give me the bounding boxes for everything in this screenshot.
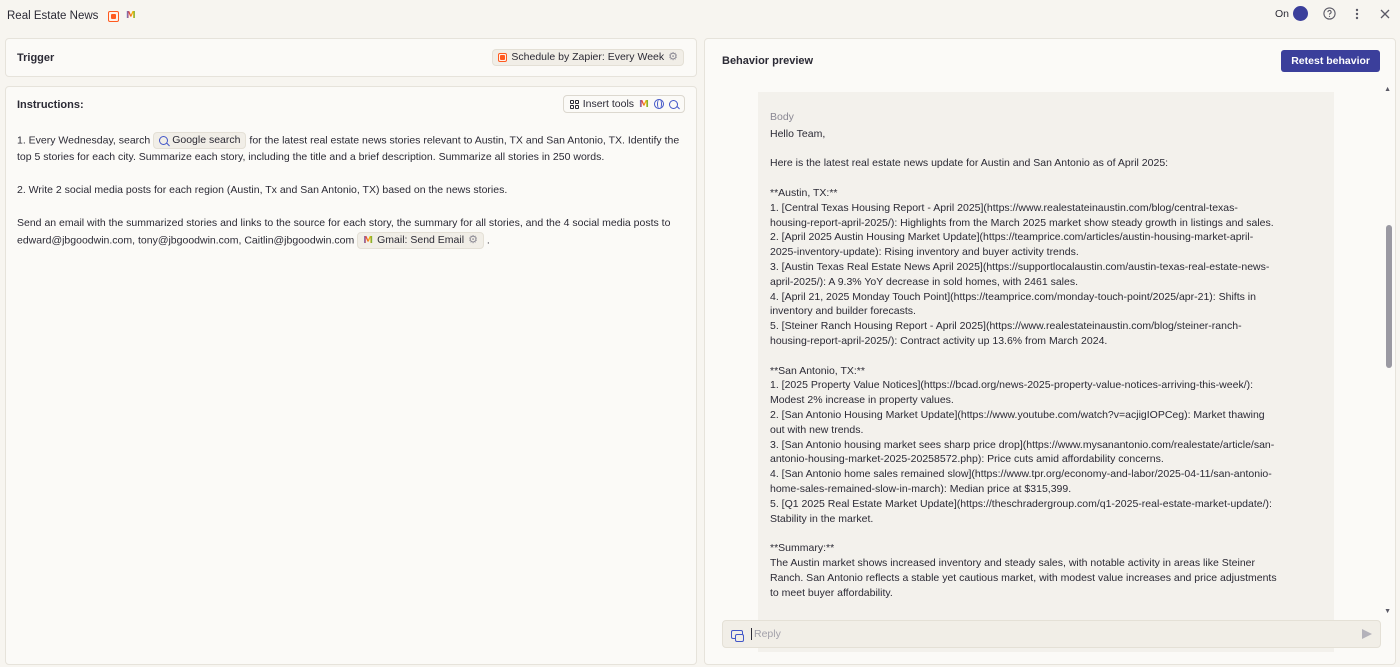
trigger-title: Trigger [17,52,55,64]
email-line [770,526,1322,541]
gmail-send-email-label: Gmail: Send Email [377,234,465,247]
search-icon[interactable] [669,100,678,109]
close-icon[interactable] [1378,7,1392,21]
email-line: 4. [San Antonio home sales remained slow](https://www.tpr.org/economy-and-labor/2025-04-11/san-antonio- [770,468,1272,481]
insert-tools-button[interactable] [570,98,634,110]
trigger-panel [5,38,697,77]
email-line: to meet buyer affordability. [770,586,893,599]
instructions-title: Instructions: [17,99,84,111]
reply-bar [722,620,1381,648]
reply-input[interactable] [751,628,1362,640]
globe-icon[interactable] [654,99,664,109]
email-line: Here is the latest real estate news update for Austin and San Antonio as of April 2025: [770,157,1169,170]
gmail-icon: M [125,10,136,21]
google-search-tool-chip[interactable] [153,132,246,149]
retest-behavior-button[interactable]: Retest behavior [1281,50,1380,72]
instructions-editor[interactable] [17,132,687,266]
top-actions [1275,6,1392,21]
email-line: **Austin, TX:** [770,186,838,199]
email-line: Stability in the market. [770,512,874,525]
zapier-icon [108,11,119,22]
gmail-send-email-chip[interactable] [357,232,484,249]
body-field-label: Body [770,111,794,123]
email-line: **Summary:** [770,542,835,555]
email-line: antonio-housing-market-2025-20258572.php): Price cuts amid affordability concerns. [770,453,1164,466]
email-line: Hello Team, [770,127,826,140]
send-icon[interactable] [1362,629,1372,639]
chat-icon [731,630,743,639]
gear-icon[interactable]: ⚙ [668,51,678,63]
step-1-text-before: 1. Every Wednesday, search [17,134,151,147]
email-line: 1. [2025 Property Value Notices](https://bcad.org/news-2025-property-value-notices-arriving-this-week/): [770,379,1254,392]
gear-icon[interactable]: ⚙ [468,234,478,247]
schedule-chip-label: Schedule by Zapier: Every Week [511,51,665,63]
instruction-step-1 [17,132,687,166]
on-off-toggle[interactable] [1275,6,1308,21]
email-line: april-2025/): A 9.3% YoY decrease in sold homes, with 2461 sales. [770,275,1079,288]
behavior-preview-panel [704,38,1396,665]
email-line [770,349,1322,364]
instructions-panel [5,86,697,665]
zapier-icon [498,53,507,62]
email-line [770,171,1322,186]
email-body-content [758,92,1334,618]
email-line: out with new trends. [770,423,864,436]
step-3-text-after: . [486,234,490,247]
gmail-tool-icon[interactable]: M [639,99,649,110]
help-circle-icon[interactable] [1322,7,1336,21]
more-vertical-icon[interactable] [1350,7,1364,21]
email-line: inventory and builder forecasts. [770,305,916,318]
email-line: 5. [Steiner Ranch Housing Report - April 2025](https://www.realestateinaustin.com/blog/steiner-ranch- [770,320,1242,333]
email-line: **San Antonio, TX:** [770,364,865,377]
email-line: 2. [April 2025 Austin Housing Market Update](https://teamprice.com/articles/austin-housing-market-april- [770,231,1254,244]
schedule-trigger-chip[interactable] [492,49,684,66]
insert-tools-label: Insert tools [582,98,635,110]
top-bar [0,0,1400,32]
email-line: 4. [April 21, 2025 Monday Touch Point](https://teamprice.com/monday-touch-point/2025/apr-21): Shifts in [770,290,1256,303]
insert-tools-bar [563,95,685,113]
email-preview[interactable] [758,92,1334,652]
email-line: 1. [Central Texas Housing Report - April 2025](https://www.realestateinaustin.com/blog/central-texas- [770,201,1238,214]
gmail-icon: M [363,234,374,246]
grid-icon [570,100,579,109]
app-title: Real Estate News [7,10,99,22]
email-line [770,142,1322,157]
email-line: 2. [San Antonio Housing Market Update](https://www.youtube.com/watch?v=acjigIOPCeg): Market thawing [770,408,1265,421]
email-line: housing-report-april-2025/): Contract activity up 13.6% from March 2024. [770,334,1108,347]
email-line: 5. [Q1 2025 Real Estate Market Update](https://theschradergroup.com/q1-2025-real-estate-market-update/): [770,497,1272,510]
instruction-step-3 [17,215,687,249]
email-line: housing-report-april-2025/): Highlights from the March 2025 market show steady growth in listings and sales. [770,216,1274,229]
email-line: Modest 2% increase in property values. [770,394,954,407]
step-1-text-after: for the latest real estate news stories relevant to Austin, TX and San Antonio, TX. Identify the top 5 stories for each city. Summarize each story, including the title and a brief description. Summarize all stories in 250 words. [17,134,680,164]
scroll-up-arrow[interactable]: ▲ [1384,86,1391,93]
step-3-text-before: Send an email with the summarized stories and links to the source for each story, the summary for all stories, and the 4 social media posts to edward@jbgoodwin.com, tony@jbgoodwin.com, Caitlin@jbgoodwin.com [17,217,671,247]
search-icon [159,136,168,145]
email-line: 2025-inventory-update): Rising inventory and buyer activity trends. [770,246,1079,259]
scrollbar-thumb[interactable] [1386,225,1392,368]
email-line: The Austin market shows increased inventory and steady sales, with notable activity in areas like Steiner [770,556,1255,569]
toggle-knob[interactable] [1293,6,1308,21]
behavior-preview-title: Behavior preview [722,55,814,67]
scroll-down-arrow[interactable]: ▼ [1384,608,1391,615]
email-line: home-sales-remained-slow-in-march): Median price at $315,399. [770,482,1072,495]
email-line: 3. [Austin Texas Real Estate News April 2025](https://supportlocalaustin.com/austin-texas-real-estate-news- [770,260,1270,273]
instruction-step-2: 2. Write 2 social media posts for each region (Austin, Tx and San Antonio, TX) based on the news stories. [17,184,508,197]
google-search-label: Google search [172,134,241,146]
email-line: Ranch. San Antonio reflects a stable yet cautious market, with modest value increases and price adjustments [770,571,1277,584]
email-line: 3. [San Antonio housing market sees sharp price drop](https://www.mysanantonio.com/realestate/article/san- [770,438,1275,451]
toggle-label: On [1274,7,1289,20]
